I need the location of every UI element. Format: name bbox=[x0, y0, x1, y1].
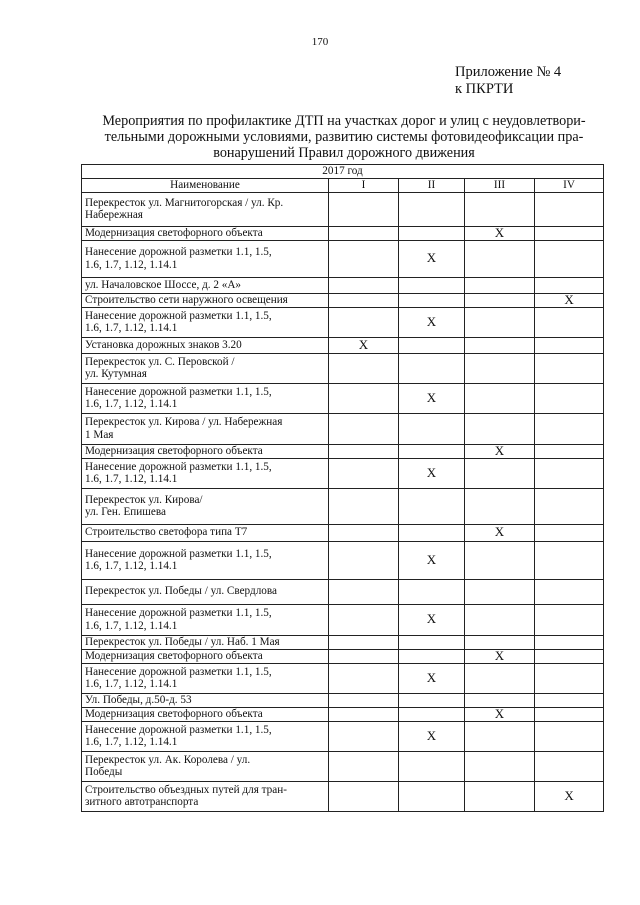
quarter-1-cell bbox=[329, 579, 399, 604]
measure-name-cell bbox=[82, 693, 329, 707]
column-header-quarter-4: IV bbox=[535, 178, 604, 192]
table-row bbox=[82, 192, 604, 226]
quarter-4-cell bbox=[535, 444, 604, 458]
quarter-1-cell bbox=[329, 524, 399, 541]
quarter-4-cell bbox=[535, 579, 604, 604]
quarter-1-cell bbox=[329, 240, 399, 277]
quarter-4-cell bbox=[535, 337, 604, 353]
quarter-1-cell bbox=[329, 663, 399, 693]
measure-name-line: Перекресток ул. Кирова/ bbox=[85, 493, 203, 506]
table-row bbox=[82, 721, 604, 751]
measure-name-cell bbox=[82, 649, 329, 663]
quarter-3-cell bbox=[465, 751, 535, 781]
measure-name-cell bbox=[82, 488, 329, 524]
title-line-3: вонарушений Правил дорожного движения bbox=[213, 145, 475, 161]
table-row bbox=[82, 751, 604, 781]
table-row bbox=[82, 541, 604, 579]
quarter-4-cell bbox=[535, 751, 604, 781]
quarter-2-cell bbox=[399, 488, 465, 524]
table-body bbox=[82, 192, 604, 811]
measure-name-line: Модернизация светофорного объекта bbox=[85, 707, 263, 720]
quarter-3-cell bbox=[465, 663, 535, 693]
quarter-3-cell: X bbox=[465, 226, 535, 240]
measure-name-cell bbox=[82, 541, 329, 579]
quarter-4-cell bbox=[535, 277, 604, 293]
measure-name-line: 1.6, 1.7, 1.12, 1.14.1 bbox=[85, 619, 178, 632]
measure-name-cell bbox=[82, 192, 329, 226]
quarter-4-cell bbox=[535, 693, 604, 707]
table-row bbox=[82, 458, 604, 488]
measure-name-line: Нанесение дорожной разметки 1.1, 1.5, bbox=[85, 309, 272, 322]
table-row bbox=[82, 649, 604, 663]
quarter-1-cell bbox=[329, 353, 399, 383]
measure-name-line: Перекресток ул. Магнитогорская / ул. Кр. bbox=[85, 196, 284, 209]
quarter-4-cell bbox=[535, 663, 604, 693]
quarter-1-cell bbox=[329, 226, 399, 240]
table-row bbox=[82, 383, 604, 413]
quarter-4-cell: X bbox=[535, 293, 604, 307]
quarter-1-cell bbox=[329, 307, 399, 337]
measure-name-cell bbox=[82, 444, 329, 458]
measure-name-cell bbox=[82, 604, 329, 635]
quarter-4-cell bbox=[535, 383, 604, 413]
quarter-1-cell bbox=[329, 635, 399, 649]
quarter-2-cell bbox=[399, 781, 465, 811]
year-header-row bbox=[82, 165, 604, 179]
table-row bbox=[82, 277, 604, 293]
table-row bbox=[82, 353, 604, 383]
quarter-2-cell bbox=[399, 337, 465, 353]
column-header-row bbox=[82, 178, 604, 192]
quarter-1-cell bbox=[329, 488, 399, 524]
measure-name-line: Строительство объездных путей для тран- bbox=[85, 783, 287, 796]
measure-name-line: Перекресток ул. Ак. Королева / ул. bbox=[85, 753, 251, 766]
measure-name-cell bbox=[82, 721, 329, 751]
quarter-1-cell bbox=[329, 192, 399, 226]
quarter-1-cell bbox=[329, 693, 399, 707]
quarter-2-cell: X bbox=[399, 383, 465, 413]
measure-name-cell bbox=[82, 383, 329, 413]
quarter-1-cell bbox=[329, 721, 399, 751]
quarter-4-cell bbox=[535, 307, 604, 337]
measure-name-line: Нанесение дорожной разметки 1.1, 1.5, bbox=[85, 607, 272, 619]
table-row bbox=[82, 663, 604, 693]
measure-name-line: Нанесение дорожной разметки 1.1, 1.5, bbox=[85, 385, 272, 398]
measure-name-line: Модернизация светофорного объекта bbox=[85, 444, 263, 457]
column-header-name: Наименование bbox=[82, 178, 329, 192]
column-header-quarter-3: III bbox=[465, 178, 535, 192]
quarter-3-cell bbox=[465, 353, 535, 383]
quarter-2-cell bbox=[399, 751, 465, 781]
measure-name-line: Модернизация светофорного объекта bbox=[85, 649, 263, 662]
measure-name-line: ул. Ген. Епишева bbox=[85, 506, 166, 518]
quarter-4-cell bbox=[535, 413, 604, 444]
measure-name-line: Модернизация светофорного объекта bbox=[85, 226, 263, 239]
measure-name-cell bbox=[82, 751, 329, 781]
quarter-2-cell bbox=[399, 579, 465, 604]
table-row bbox=[82, 240, 604, 277]
measure-name-line: 1 Мая bbox=[85, 428, 114, 441]
table-row bbox=[82, 579, 604, 604]
measure-name-line: Набережная bbox=[85, 209, 143, 221]
quarter-3-cell: X bbox=[465, 524, 535, 541]
measure-name-cell bbox=[82, 663, 329, 693]
quarter-3-cell bbox=[465, 458, 535, 488]
quarter-4-cell bbox=[535, 707, 604, 721]
quarter-2-cell bbox=[399, 649, 465, 663]
measure-name-line: 1.6, 1.7, 1.12, 1.14.1 bbox=[85, 678, 178, 690]
quarter-4-cell bbox=[535, 226, 604, 240]
appendix-line-2: к ПКРТИ bbox=[455, 81, 514, 97]
title-line-1: Мероприятия по профилактике ДТП на участках дорог и улиц с неудовлетвори- bbox=[102, 113, 586, 129]
quarter-2-cell: X bbox=[399, 240, 465, 277]
quarter-1-cell bbox=[329, 458, 399, 488]
quarter-3-cell bbox=[465, 307, 535, 337]
quarter-4-cell bbox=[535, 721, 604, 751]
measure-name-line: Установка дорожных знаков 3.20 bbox=[85, 338, 242, 351]
measure-name-line: Перекресток ул. С. Перовской / bbox=[85, 355, 235, 368]
measure-name-line: 1.6, 1.7, 1.12, 1.14.1 bbox=[85, 736, 178, 748]
measures-table bbox=[81, 164, 604, 812]
measure-name-line: Ул. Победы, д.50-д. 53 bbox=[85, 693, 192, 706]
measure-name-line: Перекресток ул. Победы / ул. Наб. 1 Мая bbox=[85, 635, 280, 648]
quarter-1-cell bbox=[329, 649, 399, 663]
table-row bbox=[82, 488, 604, 524]
quarter-4-cell bbox=[535, 353, 604, 383]
quarter-3-cell bbox=[465, 579, 535, 604]
quarter-4-cell bbox=[535, 488, 604, 524]
quarter-4-cell bbox=[535, 541, 604, 579]
quarter-4-cell bbox=[535, 240, 604, 277]
measure-name-line: 1.6, 1.7, 1.12, 1.14.1 bbox=[85, 473, 178, 485]
quarter-3-cell bbox=[465, 277, 535, 293]
measure-name-line: 1.6, 1.7, 1.12, 1.14.1 bbox=[85, 560, 178, 572]
table-row bbox=[82, 307, 604, 337]
quarter-1-cell bbox=[329, 413, 399, 444]
quarter-4-cell bbox=[535, 635, 604, 649]
column-header-quarter-1: I bbox=[329, 178, 399, 192]
document-title bbox=[84, 113, 604, 161]
measure-name-line: 1.6, 1.7, 1.12, 1.14.1 bbox=[85, 258, 178, 271]
table-row bbox=[82, 293, 604, 307]
measure-name-line: 1.6, 1.7, 1.12, 1.14.1 bbox=[85, 322, 178, 334]
measure-name-cell bbox=[82, 226, 329, 240]
measure-name-line: Нанесение дорожной разметки 1.1, 1.5, bbox=[85, 665, 272, 678]
appendix-label bbox=[455, 64, 561, 98]
quarter-4-cell bbox=[535, 192, 604, 226]
quarter-3-cell bbox=[465, 337, 535, 353]
measure-name-cell bbox=[82, 524, 329, 541]
measure-name-cell bbox=[82, 293, 329, 307]
quarter-3-cell bbox=[465, 604, 535, 635]
quarter-1-cell bbox=[329, 707, 399, 721]
quarter-1-cell bbox=[329, 541, 399, 579]
quarter-1-cell bbox=[329, 444, 399, 458]
quarter-1-cell bbox=[329, 781, 399, 811]
measure-name-line: ул. Кутумная bbox=[85, 368, 147, 380]
quarter-2-cell bbox=[399, 353, 465, 383]
measure-name-cell bbox=[82, 707, 329, 721]
year-header: 2017 год bbox=[82, 165, 604, 179]
quarter-3-cell: X bbox=[465, 444, 535, 458]
table-row bbox=[82, 524, 604, 541]
table-row bbox=[82, 337, 604, 353]
quarter-2-cell: X bbox=[399, 541, 465, 579]
quarter-2-cell bbox=[399, 693, 465, 707]
quarter-1-cell bbox=[329, 293, 399, 307]
quarter-3-cell bbox=[465, 383, 535, 413]
measure-name-cell bbox=[82, 353, 329, 383]
measure-name-cell bbox=[82, 277, 329, 293]
quarter-2-cell bbox=[399, 293, 465, 307]
measure-name-line: Нанесение дорожной разметки 1.1, 1.5, bbox=[85, 460, 272, 473]
table-row bbox=[82, 604, 604, 635]
measure-name-line: ул. Началовское Шоссе, д. 2 «А» bbox=[85, 278, 242, 291]
table-row bbox=[82, 707, 604, 721]
quarter-3-cell bbox=[465, 293, 535, 307]
quarter-2-cell bbox=[399, 277, 465, 293]
quarter-2-cell bbox=[399, 444, 465, 458]
quarter-4-cell bbox=[535, 524, 604, 541]
quarter-3-cell bbox=[465, 693, 535, 707]
measure-name-cell bbox=[82, 240, 329, 277]
quarter-2-cell: X bbox=[399, 663, 465, 693]
quarter-2-cell: X bbox=[399, 307, 465, 337]
quarter-1-cell bbox=[329, 604, 399, 635]
quarter-2-cell: X bbox=[399, 721, 465, 751]
quarter-1-cell: X bbox=[329, 337, 399, 353]
quarter-3-cell: X bbox=[465, 707, 535, 721]
quarter-2-cell bbox=[399, 192, 465, 226]
table-row bbox=[82, 635, 604, 649]
quarter-4-cell bbox=[535, 649, 604, 663]
measure-name-cell bbox=[82, 307, 329, 337]
measure-name-line: Перекресток ул. Кирова / ул. Набережная bbox=[85, 416, 283, 428]
quarter-2-cell bbox=[399, 226, 465, 240]
quarter-3-cell bbox=[465, 413, 535, 444]
table-row bbox=[82, 226, 604, 240]
measure-name-cell bbox=[82, 781, 329, 811]
measure-name-line: Перекресток ул. Победы / ул. Свердлова bbox=[85, 585, 277, 598]
quarter-1-cell bbox=[329, 277, 399, 293]
measure-name-cell bbox=[82, 413, 329, 444]
quarter-2-cell bbox=[399, 413, 465, 444]
quarter-3-cell bbox=[465, 192, 535, 226]
quarter-2-cell bbox=[399, 524, 465, 541]
table-row bbox=[82, 444, 604, 458]
measure-name-line: Строительство светофора типа Т7 bbox=[85, 526, 248, 539]
quarter-1-cell bbox=[329, 383, 399, 413]
quarter-3-cell bbox=[465, 635, 535, 649]
measure-name-line: Нанесение дорожной разметки 1.1, 1.5, bbox=[85, 547, 272, 560]
page-number: 170 bbox=[311, 36, 329, 48]
quarter-4-cell bbox=[535, 604, 604, 635]
quarter-4-cell bbox=[535, 458, 604, 488]
quarter-3-cell bbox=[465, 721, 535, 751]
quarter-3-cell: X bbox=[465, 649, 535, 663]
appendix-line-1: Приложение № 4 bbox=[455, 64, 562, 80]
table-row bbox=[82, 781, 604, 811]
column-header-quarter-2: II bbox=[399, 178, 465, 192]
measure-name-line: Нанесение дорожной разметки 1.1, 1.5, bbox=[85, 246, 272, 258]
measure-name-cell bbox=[82, 579, 329, 604]
measure-name-line: Строительство сети наружного освещения bbox=[85, 293, 288, 306]
title-line-2: тельными дорожными условиями, развитию системы фотовидеофиксации пра- bbox=[104, 129, 584, 145]
quarter-2-cell: X bbox=[399, 604, 465, 635]
measure-name-cell bbox=[82, 458, 329, 488]
quarter-3-cell bbox=[465, 488, 535, 524]
measure-name-line: зитного автотранспорта bbox=[85, 796, 199, 808]
quarter-3-cell bbox=[465, 781, 535, 811]
quarter-2-cell bbox=[399, 707, 465, 721]
quarter-2-cell bbox=[399, 635, 465, 649]
measure-name-cell bbox=[82, 635, 329, 649]
table-row bbox=[82, 413, 604, 444]
measure-name-line: Нанесение дорожной разметки 1.1, 1.5, bbox=[85, 723, 272, 736]
measure-name-line: 1.6, 1.7, 1.12, 1.14.1 bbox=[85, 398, 178, 410]
measure-name-line: Победы bbox=[85, 766, 123, 778]
quarter-2-cell: X bbox=[399, 458, 465, 488]
measure-name-cell bbox=[82, 337, 329, 353]
quarter-4-cell: X bbox=[535, 781, 604, 811]
quarter-1-cell bbox=[329, 751, 399, 781]
quarter-3-cell bbox=[465, 541, 535, 579]
quarter-3-cell bbox=[465, 240, 535, 277]
table-row bbox=[82, 693, 604, 707]
